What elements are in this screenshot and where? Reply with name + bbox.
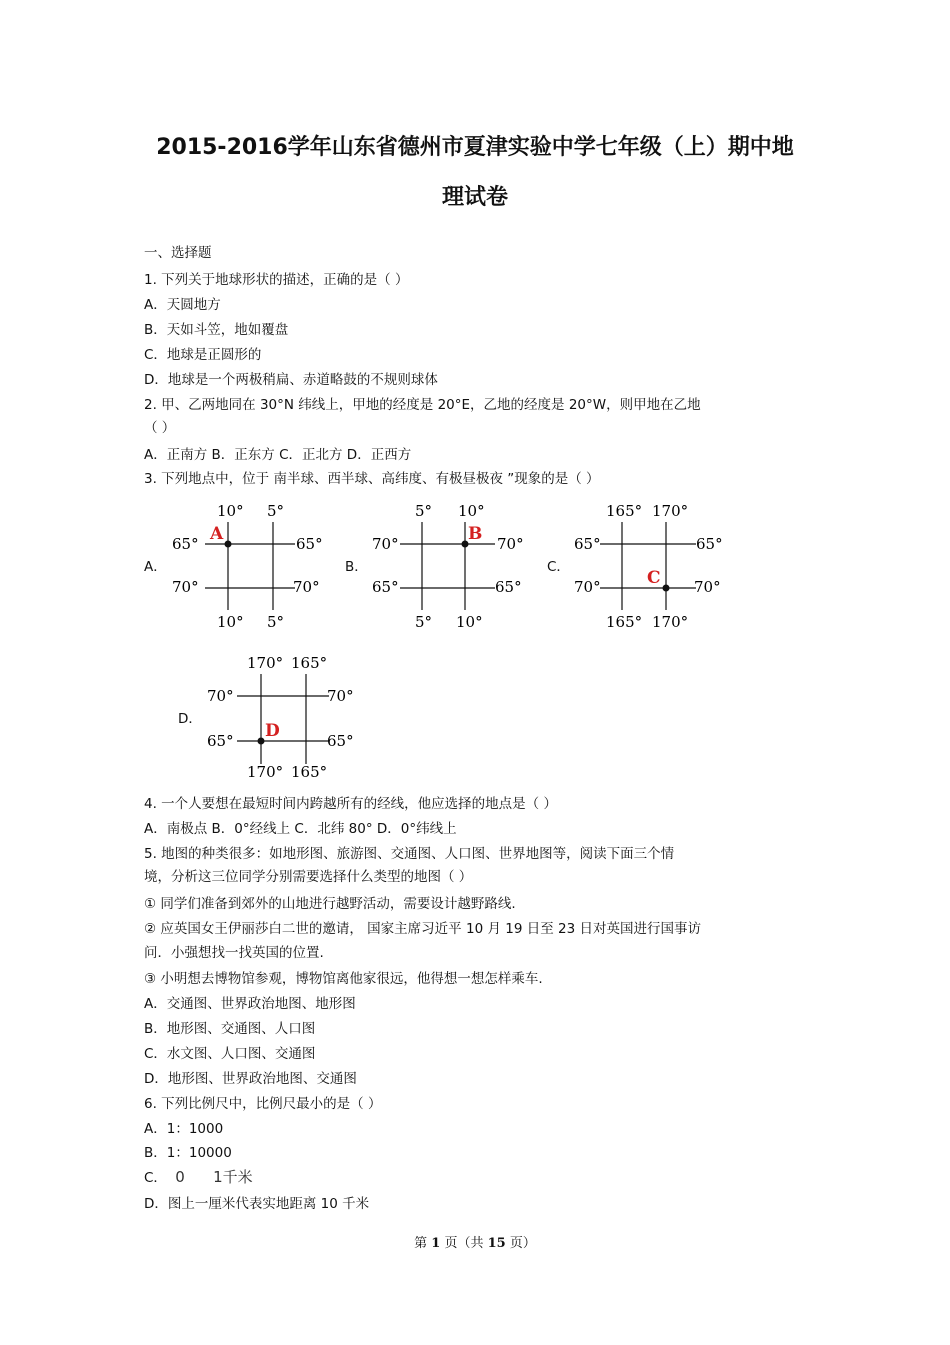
exam-title-line2: 理试卷: [441, 185, 508, 210]
q5-scenario-3: ③ 小明想去博物馆参观，博物馆离他家很远，他得想一想怎样乘车.: [144, 971, 543, 987]
grid-a-top-right: 5°: [267, 502, 285, 520]
footer-mid: 页（共: [444, 1236, 484, 1251]
q1-option-c: C．地球是正圆形的: [144, 347, 262, 363]
q5-option-d: D．地形图、世界政治地图、交通图: [144, 1071, 357, 1087]
q2-stem: 2. 甲、乙两地同在 30°N 纬线上，甲地的经度是 20°E，乙地的经度是 20°W，则甲地在乙地: [144, 397, 701, 413]
q6-stem: 6. 下列比例尺中，比例尺最小的是（ ）: [144, 1096, 382, 1112]
q1-option-d: D．地球是一个两极稍扁、赤道略鼓的不规则球体: [144, 372, 438, 388]
grid-a-lat-top-left: 65°: [172, 535, 199, 553]
grid-b-lat-bot-right: 65°: [495, 578, 522, 596]
grid-d-point-label: D: [265, 721, 280, 741]
q3-label-c: C．: [547, 559, 570, 575]
grid-b-bot-left: 5°: [415, 613, 433, 630]
grid-d-top-right: 165°: [291, 654, 328, 672]
grid-b-lat-top-left: 70°: [372, 535, 399, 553]
q5-scenario-2-cont: 问．小强想找一找英国的位置.: [144, 945, 324, 961]
q1-option-b: B．天如斗笠，地如覆盘: [144, 322, 289, 338]
grid-a-lat-top-right: 65°: [296, 535, 323, 553]
q3-label-b: B．: [345, 559, 368, 575]
grid-c-lat-top-left: 65°: [574, 535, 601, 553]
q5-option-c: C．水文图、人口图、交通图: [144, 1046, 316, 1062]
grid-diagram-b: [370, 500, 530, 630]
q2-stem-cont: （ ）: [144, 420, 176, 436]
grid-diagram-c: [572, 500, 732, 630]
grid-c-top-left: 165°: [606, 502, 643, 520]
grid-b-lat-top-right: 70°: [497, 535, 524, 553]
q3-label-d: D．: [178, 711, 202, 727]
grid-c-bot-right: 170°: [652, 613, 689, 630]
q1-option-a: A．天圆地方: [144, 297, 221, 313]
q2-options: A．正南方 B．正东方 C．正北方 D．正西方: [144, 447, 412, 463]
q3-label-a: A．: [144, 559, 167, 575]
grid-c-point-label: C: [647, 568, 661, 588]
grid-d-top-left: 170°: [247, 654, 284, 672]
grid-b-point-label: B: [468, 524, 483, 544]
grid-a-lat-bot-right: 70°: [293, 578, 320, 596]
grid-diagram-d: [205, 652, 365, 782]
grid-d-lat-top-right: 70°: [327, 687, 354, 705]
grid-a-lat-bot-left: 70°: [172, 578, 199, 596]
page-footer: [0, 1232, 950, 1251]
grid-c-lat-top-right: 65°: [696, 535, 723, 553]
footer-total-pages: 15: [487, 1236, 506, 1251]
q5-scenario-1: ① 同学们准备到郊外的山地进行越野活动，需要设计越野路线.: [144, 896, 516, 912]
q3-stem: 3. 下列地点中，位于 南半球、西半球、高纬度、有极昼极夜 ”现象的是（ ）: [144, 471, 600, 487]
grid-b-lat-bot-left: 65°: [372, 578, 399, 596]
q6-option-d: D．图上一厘米代表实地距离 10 千米: [144, 1196, 370, 1212]
q5-option-a: A．交通图、世界政治地图、地形图: [144, 996, 356, 1012]
grid-a-top-left: 10°: [217, 502, 244, 520]
q4-options: A．南极点 B．0°经线上 C．北纬 80° D．0°纬线上: [144, 821, 457, 837]
q6-option-b: B．1：10000: [144, 1145, 232, 1161]
q1-stem: 1. 下列关于地球形状的描述，正确的是（ ）: [144, 272, 409, 288]
q4-stem: 4. 一个人要想在最短时间内跨越所有的经线，他应选择的地点是（ ）: [144, 796, 557, 812]
grid-d-bot-left: 170°: [247, 763, 284, 781]
q6-option-c: [144, 1168, 253, 1187]
footer-post: 页）: [509, 1236, 536, 1251]
footer-page-number: 1: [431, 1236, 441, 1251]
grid-diagram-a: [170, 500, 330, 630]
grid-b-top-left: 5°: [415, 502, 433, 520]
q6-option-a: A．1：1000: [144, 1121, 224, 1137]
grid-d-lat-bot-right: 65°: [327, 732, 354, 750]
scale-bar-zero: 0: [175, 1168, 185, 1186]
grid-a-bot-left: 10°: [217, 613, 244, 630]
grid-c-lat-bot-right: 70°: [694, 578, 721, 596]
grid-d-bot-right: 165°: [291, 763, 328, 781]
grid-c-top-right: 170°: [652, 502, 689, 520]
exam-title-line1: 2015-2016学年山东省德州市夏津实验中学七年级（上）期中地: [156, 135, 794, 160]
q6-option-c-label: C．: [144, 1170, 167, 1186]
grid-a-point-label: A: [210, 524, 224, 544]
q5-option-b: B．地形图、交通图、人口图: [144, 1021, 316, 1037]
grid-d-lat-bot-left: 65°: [207, 732, 234, 750]
footer-pre: 第: [414, 1236, 428, 1251]
q5-scenario-2: ② 应英国女王伊丽莎白二世的邀请， 国家主席习近平 10 月 19 日至 23 日对英国进行国事访: [144, 921, 701, 937]
grid-b-bot-right: 10°: [456, 613, 483, 630]
grid-a-bot-right: 5°: [267, 613, 285, 630]
q5-stem-cont: 境，分析这三位同学分别需要选择什么类型的地图（ ）: [144, 869, 473, 885]
grid-c-bot-left: 165°: [606, 613, 643, 630]
grid-c-lat-bot-left: 70°: [574, 578, 601, 596]
grid-d-lat-top-left: 70°: [207, 687, 234, 705]
q5-stem: 5. 地图的种类很多：如地形图、旅游图、交通图、人口图、世界地图等，阅读下面三个情: [144, 846, 675, 862]
section-heading: 一、选择题: [144, 245, 212, 261]
scale-bar-unit: 1千米: [213, 1168, 253, 1186]
grid-b-top-right: 10°: [458, 502, 485, 520]
